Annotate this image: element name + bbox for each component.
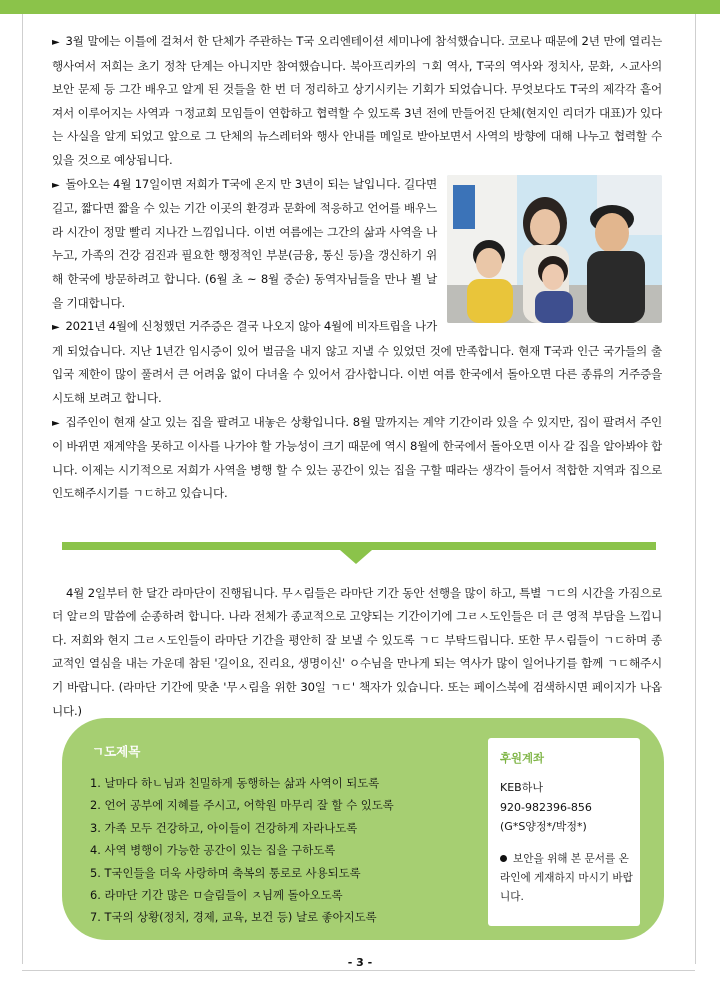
- family-photo: [447, 175, 662, 323]
- bullet-dot-icon: [500, 855, 507, 862]
- prayer-item: 4. 사역 병행이 가능한 공간이 있는 집을 구하도록: [90, 843, 336, 858]
- support-account-box: [488, 738, 640, 926]
- page-number: - 3 -: [347, 956, 373, 969]
- top-accent-bar: [0, 0, 720, 14]
- bank-name: KEB하나: [500, 781, 543, 794]
- prayer-item: 1. 날마다 하ㄴ님과 친밀하게 동행하는 삶과 사역이 되도록: [90, 776, 380, 790]
- arrow-bullet-icon: ►: [52, 417, 60, 429]
- arrow-bullet-icon: ►: [52, 322, 60, 334]
- prayer-item: 5. T국인들을 더욱 사랑하며 축복의 통로로 사용되도록: [90, 865, 361, 880]
- support-title: 후원계좌: [500, 751, 545, 765]
- arrow-bullet-icon: ►: [52, 37, 60, 48]
- prayer-item: 7. T국의 상황(정치, 경제, 교육, 보건 등) 날로 좋아지도록: [90, 910, 377, 925]
- security-note: 보안을 위해 본 문서를 온라인에 게재하지 마시기 바랍니다.: [500, 853, 633, 903]
- bottom-rule: [22, 970, 695, 971]
- prayer-box: [62, 718, 664, 940]
- section-divider: [62, 542, 656, 550]
- paragraph-ramadan: 4월 2일부터 한 달간 라마단이 진행됩니다. 무ㅅ림들은 라마단 기간 동안 선행을 많이 하고, 특별 ㄱㄷ의 시간을 가짐으로 더 알ㄹ의 말씀에 순종하려 합니다. 나라 전체가 종교적으로 고양되는 기간이기에 그ㄹㅅ도인들은 더 큰 영적 부담을 느낍니다. 저희와 현지 그ㄹㅅ도인들이 라마단 기간을 평안히 잘 보낼 수 있도록 ㄱㄷ 부탁드립니다. 또한 무ㅅ림들이 ㄱㄷ하며 종교적인 열심을 내는 가운데 참된 '길이요, 진리요, 생명이신' ㅇ수님을 만나게 되는 역사가 많이 일어나기를 함께 ㄱㄷ해주시기 바랍니다. (라마단 기간에 맞춘 '무ㅅ림을 위한 30일 ㄱㄷ' 책자가 있습니다. 또는 페이스북에 검색하시면 페이지가 나옵니다.): [52, 585, 662, 718]
- arrow-bullet-icon: ►: [52, 179, 60, 191]
- support-details: [500, 778, 592, 837]
- paragraph-house: ► 집주인이 현재 살고 있는 집을 팔려고 내놓은 상황입니다. 8월 말까지는 계약 기간이라 있을 수 있지만, 집이 팔려서 주인이 바뀌면 재계약을 못하고 이사를 나가야 할 가능성이 크기 때문에 역시 8월에 한국에서 돌아오면 이사 갈 집을 알아봐야 합니다. 이제는 시기적으로 저희가 사역을 병행 할 수 있는 공간이 있는 집을 구할 때라는 생각이 들어서 적합한 지역과 집으로 인도해주시기를 ㄱㄷ하고 있습니다.: [52, 414, 662, 501]
- prayer-item: 2. 언어 공부에 지혜를 주시고, 어학원 마무리 잘 할 수 있도록: [90, 798, 394, 813]
- paragraph-anniversary: ► 돌아오는 4월 17일이면 저희가 T국에 온지 만 3년이 되는 날입니다. 길다면 길고, 짧다면 짧을 수 있는 기간 이곳의 환경과 문화에 적응하고 언어를 배우느라 시간이 정말 빨리 지나간 느낌입니다. 이번 여름에는 그간의 삶과 사역을 나누고, 가족의 건강 검진과 필요한 행정적인 부분(금융, 통신 등)을 갱신하기 위해 한국에 방문하려고 합니다. (6월 초 ~ 8월 중순) 동역자님들을 만나 뵐 날을 기대합니다.: [52, 173, 662, 316]
- account-holder: (G*S양정*/박정*): [500, 820, 587, 833]
- news-section: [52, 30, 662, 506]
- prayer-item: 3. 가족 모두 건강하고, 아이들이 건강하게 자라나도록: [90, 820, 358, 835]
- paragraph-seminar: ► 3월 말에는 이틀에 걸쳐서 한 단체가 주관하는 T국 오리엔테이션 세미나에 참석했습니다. 코로나 때문에 2년 만에 열리는 행사여서 저희는 초기 정착 단계는 아니지만 참여했습니다. 북아프리카의 ㄱ회 역사, T국의 역사와 정치사, 문화, ㅅ교사의 보안 문제 등 그간 배우고 알게 된 것들을 한 번 더 정리하고 상기시키는 기회가 되었습니다. 무엇보다도 T국의 제각각 흩어져서 이루어지는 사역과 ㄱ정교회 모임들이 연합하고 협력할 수 있도록 3년 전에 만들어진 단체(현지인 리더가 대표)가 있다는 사실을 알게 되었고 앞으로 그 단체의 뉴스레터와 행사 안내를 메일로 받아보면서 사역의 방향에 대해 나누고 협력할 수 있을 것으로 예상됩니다.: [52, 34, 662, 167]
- prayer-title: ㄱ도제목: [92, 744, 141, 759]
- prayer-item: 6. 라마단 기간 많은 ㅁ슬림들이 ㅈ님께 돌아오도록: [90, 888, 343, 903]
- prayer-list: [90, 772, 394, 929]
- account-number: 920-982396-856: [500, 800, 592, 814]
- divider-arrow-icon: [340, 550, 372, 564]
- paragraph-residence-permit: ► 2021년 4월에 신청했던 거주증은 결국 나오지 않아 4월에 비자트립을 나가게 되었습니다. 지난 1년간 임시증이 있어 벌금을 내지 않고 지낼 수 있었던 것에 만족합니다. 현재 T국과 인근 국가들의 출입국 제한이 많이 풀려서 큰 어려움 없이 다녀올 수 있어서 감사합니다. 이번 여름 한국에서 돌아오면 다른 종류의 거주증을 시도해 보려고 합니다.: [52, 319, 662, 405]
